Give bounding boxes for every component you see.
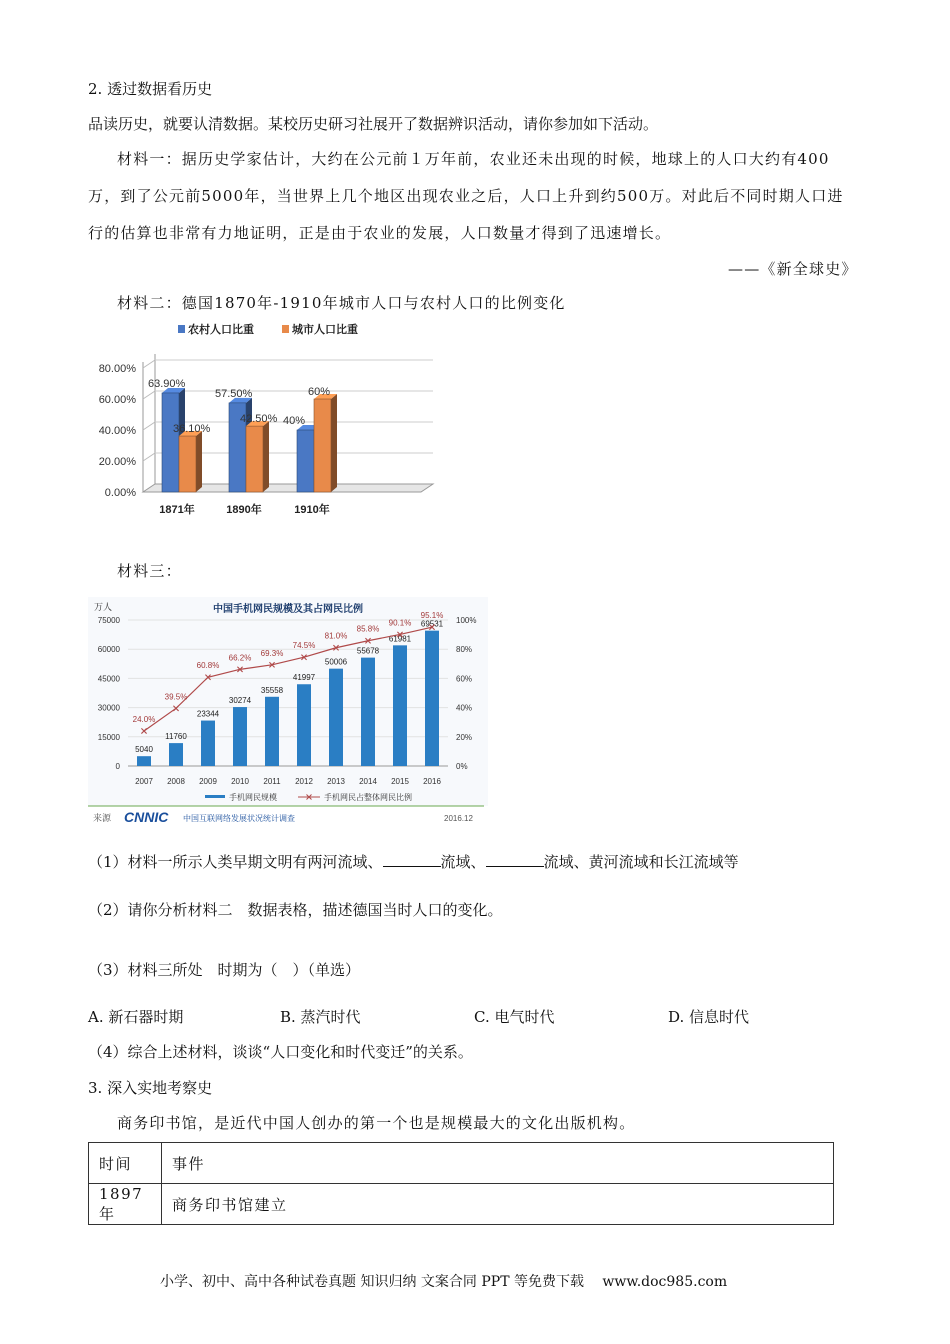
x-tick-label: 2014	[359, 777, 377, 786]
x-tick-label: 2016	[423, 777, 441, 786]
bar-value-label: 69531	[420, 619, 444, 629]
y-right-tick: 80%	[456, 645, 473, 655]
x-tick-label: 2010	[231, 777, 249, 786]
grid-diag	[143, 391, 155, 399]
legend-label-0: 农村人口比重	[188, 324, 254, 336]
data-label: 60%	[308, 386, 331, 398]
bar-1-1	[246, 426, 263, 492]
ratio-label: 66.2%	[228, 653, 252, 663]
bar-value-label: 30274	[228, 696, 252, 706]
x-tick-label: 2009	[199, 777, 217, 786]
bar-value-label: 35558	[260, 685, 284, 695]
y-right-tick: 60%	[456, 674, 473, 684]
chart-date: 2016.12	[444, 814, 473, 823]
bar-2-0	[297, 430, 314, 492]
material1-line3: 行的估算也非常有力地证明，正是由于农业的发展，人口数量才得到了迅速增长。	[88, 224, 672, 242]
x-tick-label: 1910年	[294, 504, 330, 516]
bar-2014	[361, 658, 375, 766]
y-left-tick: 75000	[97, 616, 120, 625]
bar-0-0	[162, 393, 179, 492]
bar-side	[196, 431, 202, 492]
bar-2007	[137, 756, 151, 766]
ratio-label: 85.8%	[356, 624, 380, 634]
chart-title: 中国手机网民规模及其占网民比例	[213, 604, 363, 615]
sub-question-2: （2）请你分析材料二 数据表格，描述德国当时人口的变化。	[88, 901, 503, 919]
option-b: B. 蒸汽时代	[280, 1008, 361, 1026]
material1-line2: 万，到了公元前5000年，当世界上几个地区出现农业之后，人口上升到约500万。对此后不同时期人口进	[88, 187, 844, 205]
option-c: C. 电气时代	[474, 1008, 555, 1026]
grid-diag	[143, 422, 155, 430]
answer-blank-1[interactable]	[383, 851, 441, 867]
x-tick-label: 2015	[391, 777, 409, 786]
y-tick-label: 60.00%	[98, 394, 136, 406]
y-tick-label: 0.00%	[104, 487, 136, 499]
table-header-row	[89, 1143, 834, 1184]
bar-value-label: 50006	[324, 657, 348, 667]
bar-value-label: 41997	[292, 673, 316, 683]
ratio-label: 81.0%	[324, 631, 348, 641]
sub-question-1	[88, 851, 739, 872]
ratio-label: 74.5%	[292, 641, 316, 651]
y-right-tick: 100%	[456, 616, 477, 625]
table-cell-time: 1897 年	[89, 1184, 162, 1225]
source-label: 来源	[93, 813, 112, 823]
bar-side	[263, 421, 269, 492]
bar-2015	[393, 645, 407, 766]
ratio-label: 95.1%	[420, 611, 444, 621]
y-tick-label: 20.00%	[98, 456, 136, 468]
table-row	[89, 1184, 834, 1225]
x-tick-label: 1871年	[159, 504, 195, 516]
table-cell-event: 商务印书馆建立	[162, 1184, 834, 1225]
legend-bar-label: 手机网民规模	[229, 793, 277, 802]
footer-text: 小学、初中、高中各种试卷真题 知识归纳 文案合同 PPT 等免费下载 www.doc985.com	[160, 1274, 728, 1290]
y-tick-label: 80.00%	[98, 363, 136, 375]
sub1-mid: 流域、	[440, 853, 486, 871]
bar-value-label: 5040	[135, 745, 153, 755]
q2-intro: 品读历史，就要认清数据。某校历史研习社展开了数据辨识活动，请你参加如下活动。	[88, 115, 659, 133]
bar-2008	[169, 743, 183, 766]
unit-label: 万人	[94, 602, 113, 612]
option-d: D. 信息时代	[668, 1008, 750, 1026]
bar-value-label: 61981	[388, 634, 412, 644]
bar-2016	[425, 631, 439, 766]
sub-question-3: （3）材料三所处 时期为（ ）（单选）	[88, 961, 361, 979]
grid-diag	[143, 453, 155, 461]
sub-question-4: （4）综合上述材料，谈谈“人口变化和时代变迁”的关系。	[88, 1043, 473, 1061]
legend-swatch-0	[178, 325, 185, 333]
ratio-label: 24.0%	[132, 714, 156, 724]
legend-swatch-1	[282, 325, 289, 333]
bar-side	[331, 394, 337, 492]
grid-diag	[143, 360, 155, 368]
germany-population-chart	[88, 318, 448, 524]
bar-value-label: 23344	[196, 709, 220, 719]
legend-bar-swatch	[205, 795, 225, 798]
y-right-tick: 20%	[456, 732, 473, 742]
sub1-post: 流域、黄河流域和长江流域等	[543, 853, 739, 871]
x-tick-label: 1890年	[226, 504, 262, 516]
material1-line1: 材料一：据历史学家估计，大约在公元前１万年前，农业还未出现的时候，地球上的人口大约有400	[117, 150, 830, 168]
answer-blank-2[interactable]	[486, 851, 544, 867]
y-right-tick: 40%	[456, 703, 473, 713]
bar-value-label: 11760	[165, 732, 187, 742]
data-label: 57.50%	[215, 387, 253, 400]
material1-source: ——《新全球史》	[728, 260, 858, 278]
legend-line-label: 手机网民占整体网民比例	[324, 793, 412, 802]
y-right-tick: 0%	[456, 762, 468, 771]
cnnic-logo: CNNIC	[124, 809, 169, 825]
x-tick-label: 2011	[263, 777, 281, 786]
ratio-label: 90.1%	[388, 618, 412, 628]
bar-2011	[265, 697, 279, 766]
table-header-event: 事件	[162, 1143, 834, 1184]
source-text: 中国互联网络发展状况统计调查	[183, 814, 295, 823]
ratio-label: 69.3%	[260, 648, 284, 658]
material3-label: 材料三：	[117, 562, 182, 580]
mobile-netizen-chart	[88, 597, 488, 829]
option-a: A. 新石器时期	[88, 1008, 184, 1026]
sub1-pre: （1）材料一所示人类早期文明有两河流域、	[88, 853, 383, 871]
data-label: 42.50%	[240, 413, 278, 426]
q2-heading: 2. 透过数据看历史	[88, 80, 213, 98]
table-header-time: 时间	[89, 1143, 162, 1184]
x-tick-label: 2007	[135, 777, 153, 786]
x-tick-label: 2008	[167, 777, 185, 786]
q3-heading: 3. 深入实地考察史	[88, 1079, 213, 1097]
material2-label: 材料二：德国1870年-1910年城市人口与农村人口的比例变化	[117, 294, 566, 312]
bar-2-1	[314, 399, 331, 492]
x-tick-label: 2012	[295, 777, 313, 786]
q3-intro: 商务印书馆，是近代中国人创办的第一个也是规模最大的文化出版机构。	[117, 1114, 636, 1132]
bar-0-1	[179, 436, 196, 492]
bar-value-label: 55678	[356, 646, 380, 656]
y-left-tick: 0	[115, 762, 120, 771]
events-table	[88, 1142, 834, 1225]
bar-2013	[329, 669, 343, 766]
y-left-tick: 60000	[97, 645, 120, 655]
y-left-tick: 45000	[97, 674, 120, 684]
bar-2012	[297, 684, 311, 766]
legend-label-1: 城市人口比重	[292, 324, 358, 336]
ratio-label: 39.5%	[164, 692, 188, 702]
y-left-tick: 15000	[97, 732, 120, 742]
bar-2009	[201, 721, 215, 766]
bar-2010	[233, 707, 247, 766]
y-left-tick: 30000	[97, 703, 120, 713]
data-label: 40%	[283, 415, 306, 427]
ratio-label: 60.8%	[196, 661, 220, 671]
data-label: 36.10%	[173, 423, 211, 436]
data-label: 63.90%	[148, 377, 186, 390]
x-tick-label: 2013	[327, 777, 345, 786]
y-tick-label: 40.00%	[98, 425, 136, 437]
